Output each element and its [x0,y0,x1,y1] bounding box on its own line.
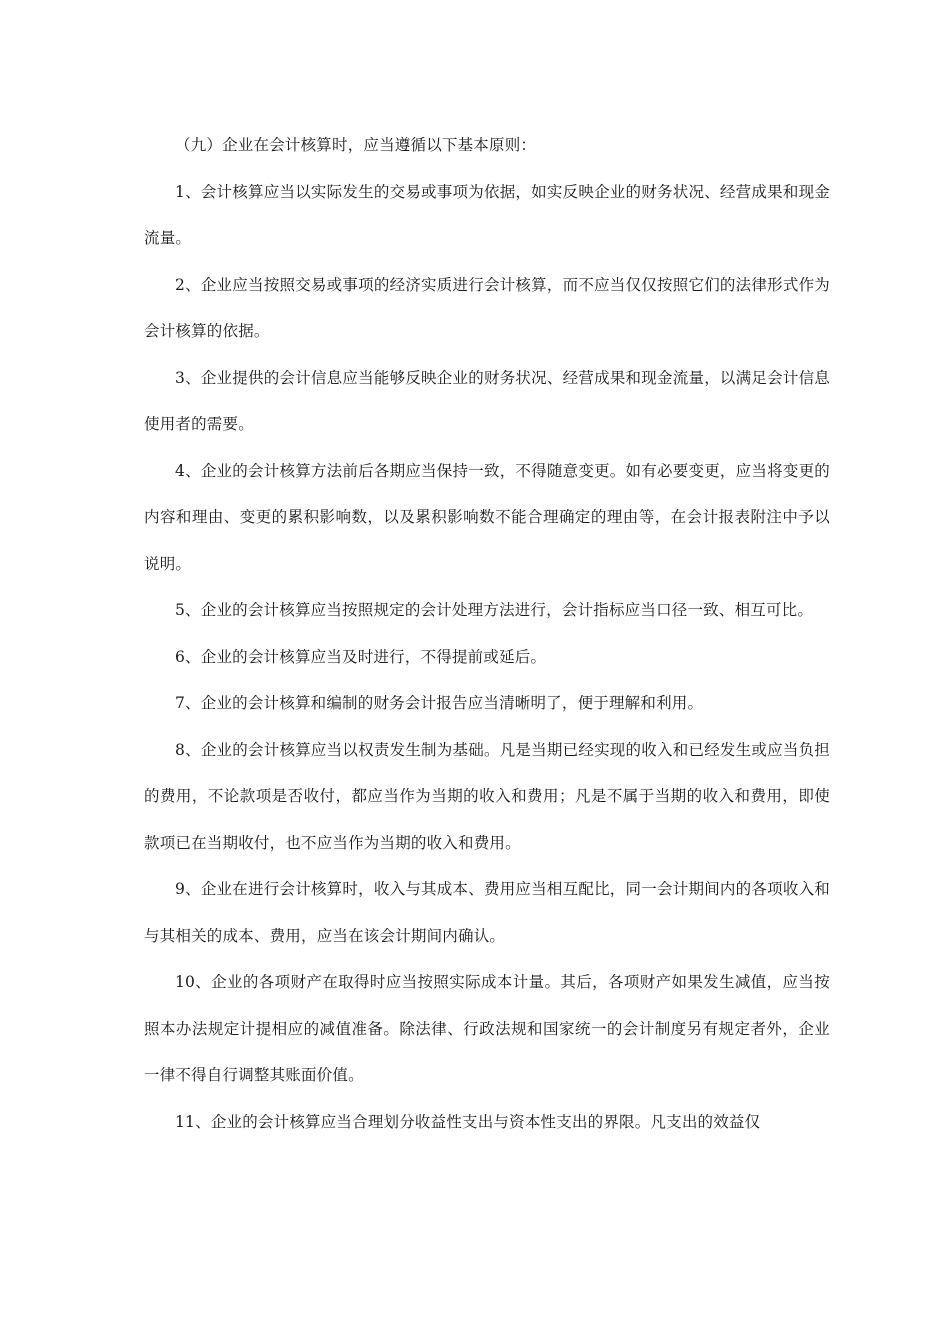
principle-7: 7、企业的会计核算和编制的财务会计报告应当清晰明了，便于理解和利用。 [175,694,704,712]
principle-3: 3、企业提供的会计信息应当能够反映企业的财务状况、经营成果和现金流量，以满足会计信息使用者的需要。 [144,368,830,433]
principle-11: 11、企业的会计核算应当合理划分收益性支出与资本性支出的界限。凡支出的效益仅 [175,1112,761,1131]
document-body [144,122,830,1145]
principle-5: 5、企业的会计核算应当按照规定的会计处理方法进行，会计指标应当口径一致、相互可比。 [175,601,814,619]
principle-1: 1、会计核算应当以实际发生的交易或事项为依据，如实反映企业的财务状况、经营成果和现金流量。 [144,182,830,247]
principle-9: 9、企业在进行会计核算时，收入与其成本、费用应当相互配比，同一会计期间内的各项收入和与其相关的成本、费用，应当在该会计期间内确认。 [144,880,830,945]
principle-10: 10、企业的各项财产在取得时应当按照实际成本计量。其后，各项财产如果发生减值，应当按照本办法规定计提相应的减值准备。除法律、行政法规和国家统一的会计制度另有规定者外，企业一律不得自行调整其账面价值。 [144,973,830,1084]
principle-6: 6、企业的会计核算应当及时进行，不得提前或延后。 [175,647,547,666]
principle-2: 2、企业应当按照交易或事项的经济实质进行会计核算，而不应当仅仅按照它们的法律形式作为会计核算的依据。 [144,275,830,340]
principle-8: 8、企业的会计核算应当以权责发生制为基础。凡是当期已经实现的收入和已经发生或应当负担的费用，不论款项是否收付，都应当作为当期的收入和费用；凡是不属于当期的收入和费用，即使款项已在当期收付，也不应当作为当期的收入和费用。 [144,740,830,852]
section-heading: （九）企业在会计核算时，应当遵循以下基本原则： [175,136,537,154]
principle-4: 4、企业的会计核算方法前后各期应当保持一致，不得随意变更。如有必要变更，应当将变更的内容和理由、变更的累积影响数，以及累积影响数不能合理确定的理由等，在会计报表附注中予以说明。 [144,461,830,573]
